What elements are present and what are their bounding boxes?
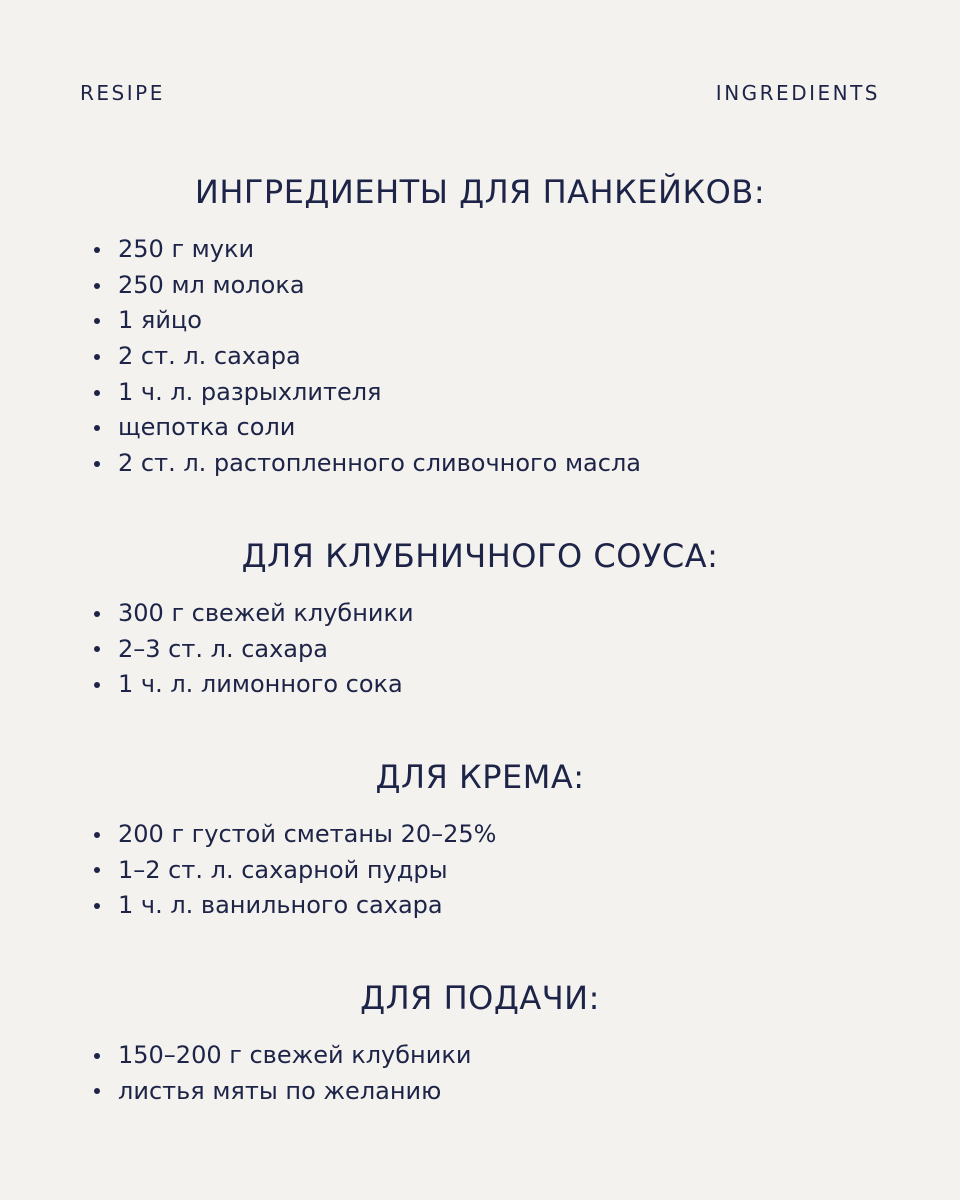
section-pancakes bbox=[0, 166, 960, 482]
bullet-icon bbox=[94, 867, 100, 873]
bullet-icon bbox=[94, 646, 100, 652]
header-right-label: INGREDIENTS bbox=[715, 81, 880, 105]
bullet-icon bbox=[94, 425, 100, 431]
ingredient-text: щепотка соли bbox=[118, 413, 296, 442]
list-item bbox=[94, 410, 960, 446]
list-item bbox=[94, 232, 960, 268]
list-item bbox=[94, 667, 960, 703]
bullet-icon bbox=[94, 1088, 100, 1094]
ingredient-text: 150–200 г свежей клубники bbox=[118, 1040, 472, 1069]
ingredient-text: 2 ст. л. сахара bbox=[118, 342, 301, 371]
section-strawberry-sauce bbox=[0, 530, 960, 703]
section-title: ИНГРЕДИЕНТЫ ДЛЯ ПАНКЕЙКОВ: bbox=[194, 173, 766, 211]
ingredient-text: 1 ч. л. разрыхлителя bbox=[118, 377, 382, 406]
list-item bbox=[94, 446, 960, 482]
ingredient-text: 1 ч. л. ванильного сахара bbox=[118, 891, 443, 920]
bullet-icon bbox=[94, 611, 100, 617]
list-item bbox=[94, 888, 960, 924]
ingredient-text: листья мяты по желанию bbox=[118, 1076, 442, 1105]
ingredient-text: 1 яйцо bbox=[118, 306, 202, 335]
ingredient-text: 250 г муки bbox=[118, 235, 255, 263]
ingredient-list bbox=[0, 232, 960, 482]
section-title: ДЛЯ КЛУБНИЧНОГО СОУСА: bbox=[241, 536, 719, 575]
ingredient-text: 1–2 ст. л. сахарной пудры bbox=[118, 855, 448, 884]
bullet-icon bbox=[94, 461, 100, 467]
bullet-icon bbox=[94, 832, 100, 838]
page-header bbox=[80, 78, 880, 108]
bullet-icon bbox=[94, 354, 100, 360]
list-item bbox=[94, 596, 960, 632]
list-item bbox=[94, 817, 960, 853]
bullet-icon bbox=[94, 247, 100, 253]
list-item bbox=[94, 1038, 960, 1074]
ingredient-text: 300 г свежей клубники bbox=[118, 598, 414, 627]
list-item bbox=[94, 375, 960, 411]
bullet-icon bbox=[94, 682, 100, 688]
ingredient-text: 200 г густой сметаны 20–25% bbox=[118, 819, 497, 848]
ingredient-text: 250 мл молока bbox=[118, 270, 305, 299]
bullet-icon bbox=[94, 1053, 100, 1059]
section-cream bbox=[0, 751, 960, 924]
section-serving bbox=[0, 972, 960, 1109]
bullet-icon bbox=[94, 318, 100, 324]
section-title: ДЛЯ ПОДАЧИ: bbox=[360, 978, 600, 1017]
list-item bbox=[94, 632, 960, 668]
bullet-icon bbox=[94, 390, 100, 396]
section-title: ДЛЯ КРЕМА: bbox=[375, 757, 585, 796]
ingredient-text: 2–3 ст. л. сахара bbox=[118, 634, 328, 663]
header-left-label: RESIPE bbox=[80, 81, 165, 105]
list-item bbox=[94, 303, 960, 339]
ingredient-list bbox=[0, 1038, 960, 1109]
ingredient-list bbox=[0, 596, 960, 703]
recipe-content bbox=[0, 166, 960, 1157]
ingredient-list bbox=[0, 817, 960, 924]
list-item bbox=[94, 339, 960, 375]
list-item bbox=[94, 268, 960, 304]
ingredient-text: 1 ч. л. лимонного сока bbox=[118, 670, 403, 699]
ingredient-text: 2 ст. л. растопленного сливочного масла bbox=[118, 449, 642, 478]
list-item bbox=[94, 853, 960, 889]
bullet-icon bbox=[94, 903, 100, 909]
list-item bbox=[94, 1074, 960, 1110]
bullet-icon bbox=[94, 283, 100, 289]
